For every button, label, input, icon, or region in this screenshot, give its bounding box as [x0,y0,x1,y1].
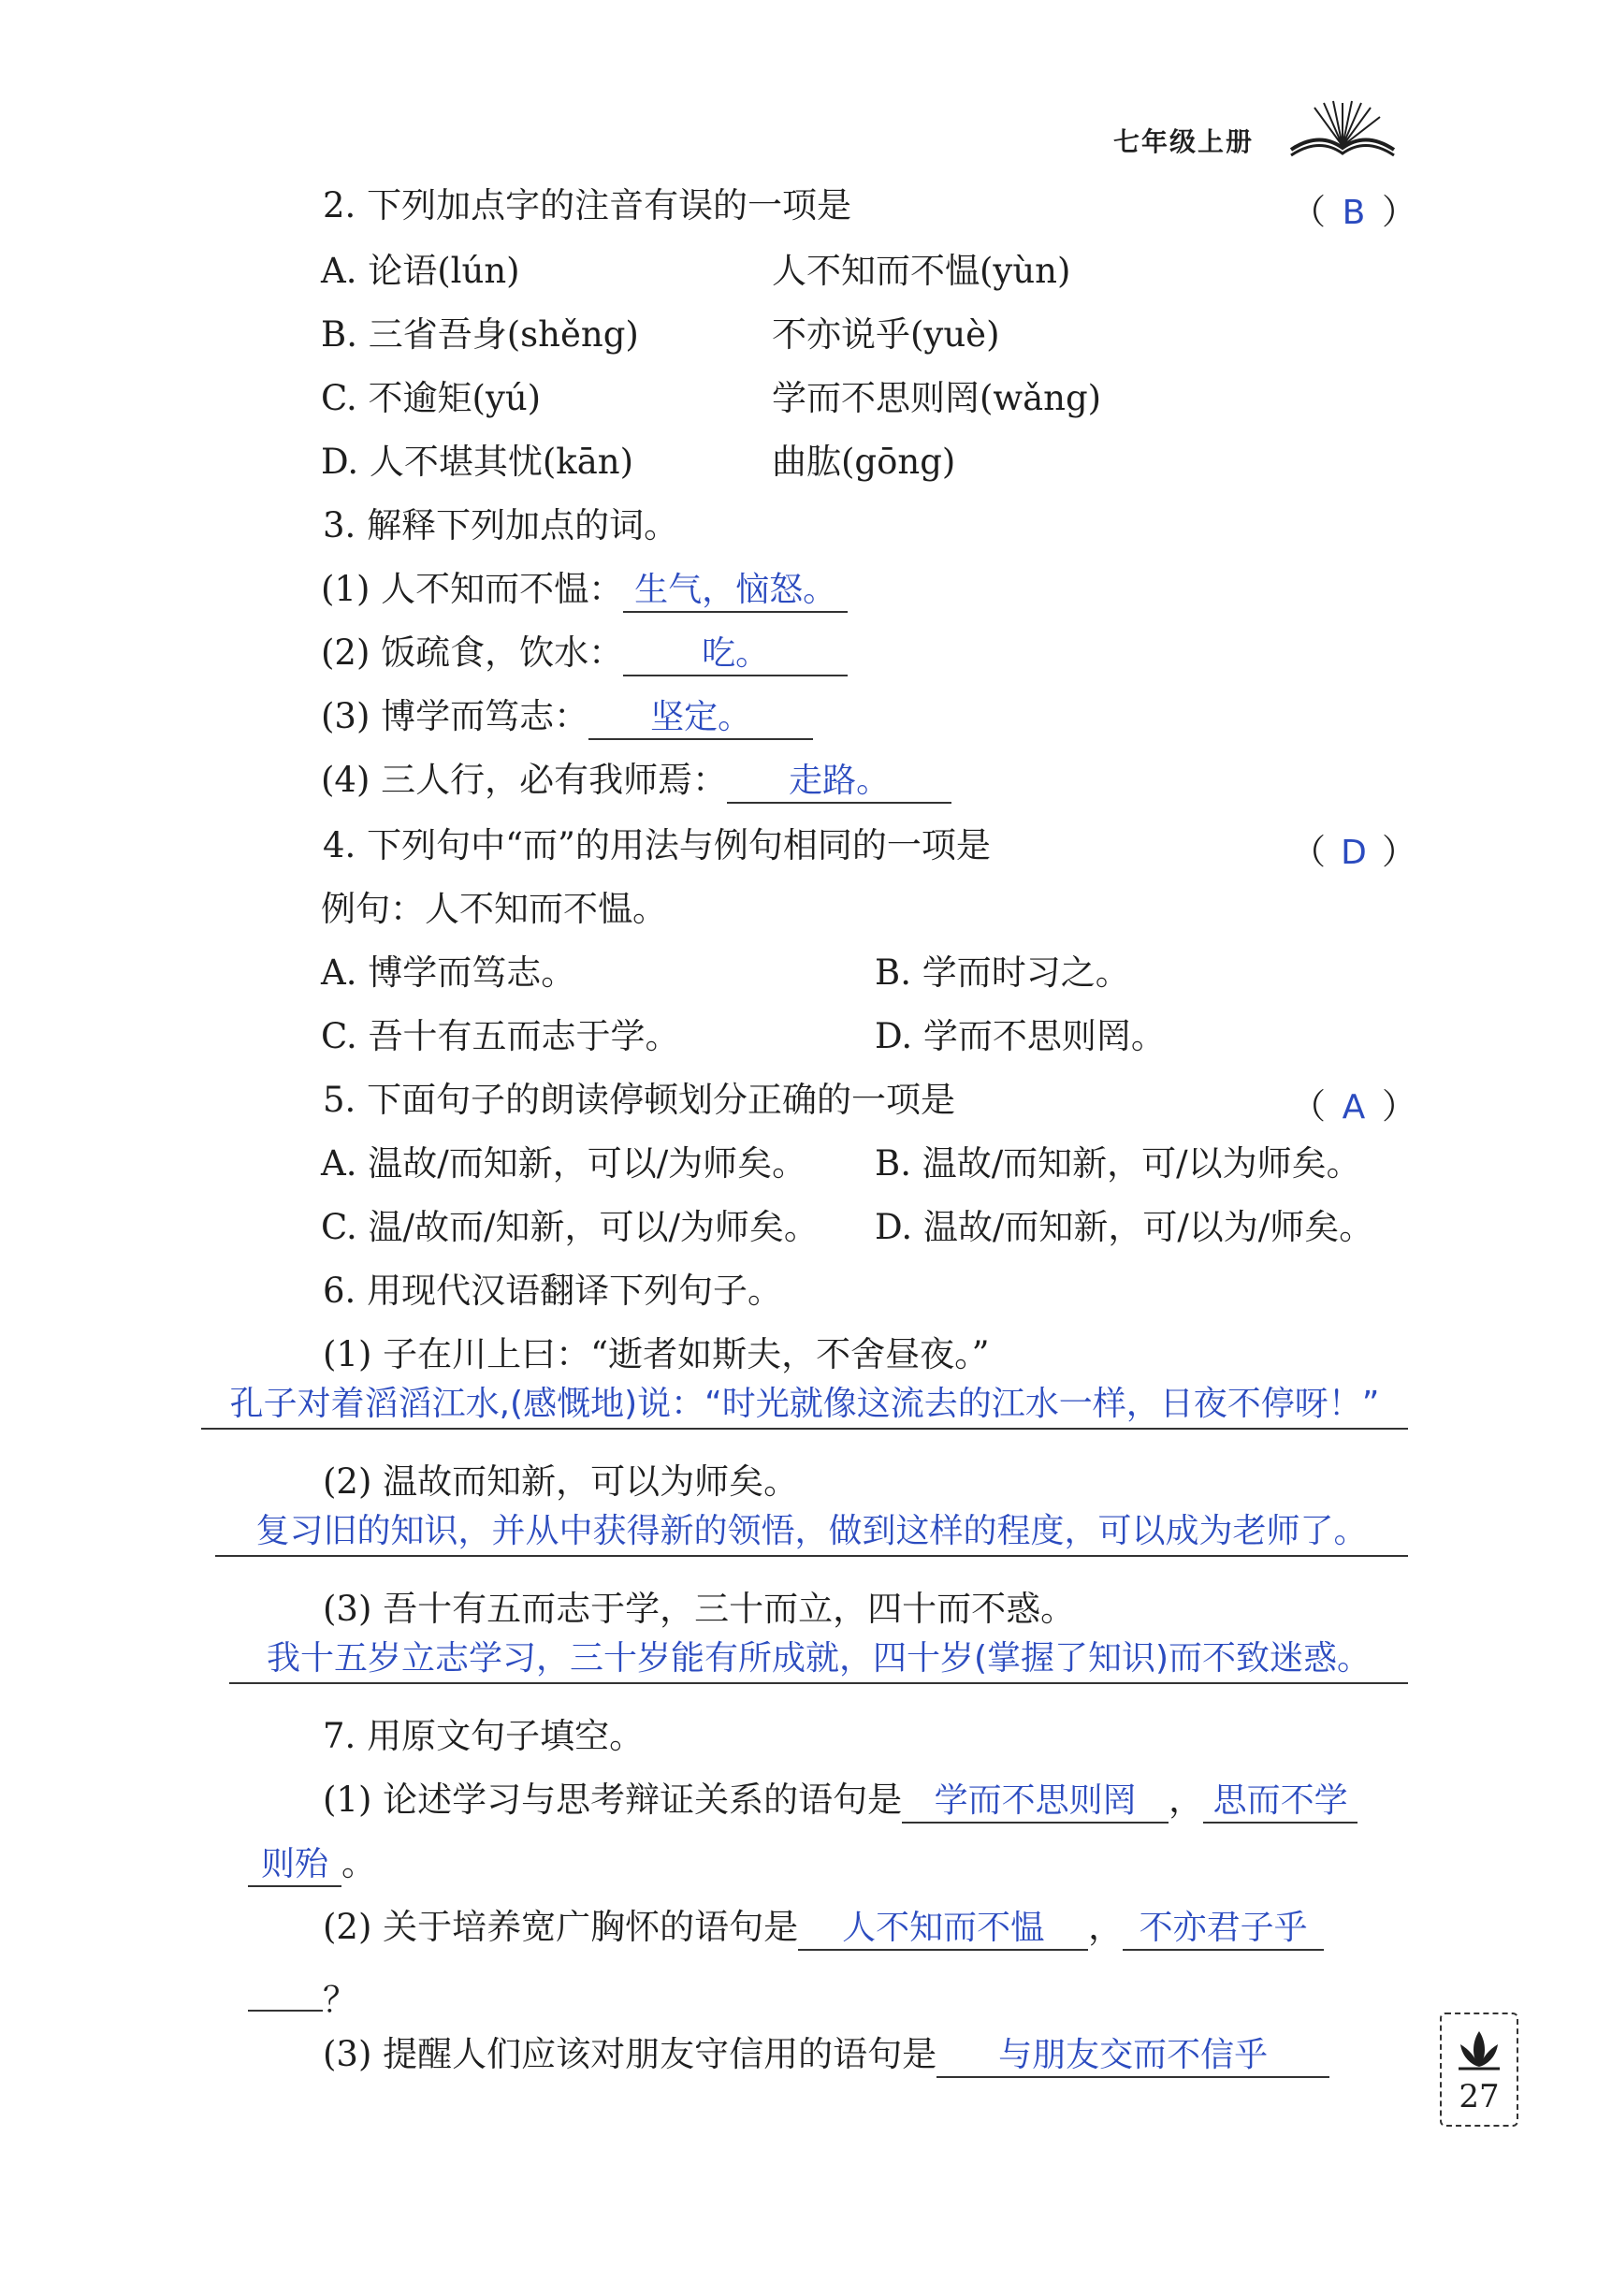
q7-stem: 7. 用原文句子填空。 [323,1716,645,1756]
q2-option-c-2: 学而不思则罔(wǎng) [772,378,1102,418]
q4-answer-paren: （ D ） [1291,832,1416,872]
q7-item-3 [323,2032,1329,2078]
q3-item-4-answer[interactable]: 走路。 [727,761,951,804]
q7-item-1-text: (1) 论述学习与思考辩证关系的语句是 [323,1780,903,1820]
q6-item-1-answer[interactable]: 孔子对着滔滔江水,(感慨地)说：“时光就像这流去的江水一样，日夜不停呀！” [201,1381,1408,1430]
q7-item-2-answer-2[interactable]: 不亦君子乎 [1123,1908,1324,1951]
q5-answer[interactable]: A [1342,1088,1366,1126]
q7-item-3-answer[interactable]: 与朋友交而不信乎 [936,2035,1329,2078]
q2-option-a-2: 人不知而不愠(yùn) [772,251,1071,291]
page-number: 27 [1459,2078,1500,2115]
q7-item-1 [323,1778,1357,1824]
q5-option-d: D. 温故/而知新，可/以为/师矣。 [875,1207,1374,1247]
q2-option-a: A. 论语(lún) [321,251,520,291]
q3-item-4 [321,758,951,804]
q6-item-3-answer[interactable]: 我十五岁立志学习，三十岁能有所成就，四十岁(掌握了知识)而不致迷惑。 [229,1635,1408,1684]
q6-item-1: (1) 子在川上曰：“逝者如斯夫，不舍昼夜。” [323,1334,990,1374]
q4-option-d: D. 学而不思则罔。 [875,1016,1166,1056]
q3-stem: 3. 解释下列加点的词。 [323,505,679,545]
q3-item-3-answer[interactable]: 坚定。 [588,697,813,740]
q3-item-1-text: (1) 人不知而不愠： [321,569,624,609]
q7-item-2-sep: ， [1088,1907,1124,1947]
q2-stem: 2. 下列加点字的注音有误的一项是 [323,185,852,225]
q6-stem: 6. 用现代汉语翻译下列句子。 [323,1271,783,1311]
q5-option-c: C. 温/故而/知新，可以/为师矣。 [321,1207,819,1247]
q3-item-2-text: (2) 饭疏食，饮水： [321,632,624,673]
q4-example: 例句：人不知而不愠。 [321,889,667,929]
q3-item-3 [321,694,813,740]
q3-item-1 [321,567,848,613]
q7-item-1-cont [248,1841,376,1887]
q3-item-4-text: (4) 三人行，必有我师焉： [321,760,728,800]
q7-item-3-text: (3) 提醒人们应该对朋友守信用的语句是 [323,2034,937,2074]
book-title: 七年级上册 [1113,126,1255,157]
q7-item-1-end: 。 [341,1843,376,1883]
q7-item-2-end: ？ [323,1980,357,2020]
q7-item-2-cont [248,1969,357,2023]
q4-answer[interactable]: D [1341,834,1367,872]
q7-item-1-answer-2b[interactable]: 则殆 [248,1844,341,1887]
lotus-icon [1453,2024,1505,2076]
q5-stem: 5. 下面句子的朗读停顿划分正确的一项是 [323,1080,956,1120]
q5-option-b: B. 温故/而知新，可/以为师矣。 [875,1143,1361,1184]
q3-item-2-answer[interactable]: 吃。 [623,633,848,676]
q4-option-c: C. 吾十有五而志于学。 [321,1016,680,1056]
q7-item-2-blank[interactable] [248,1969,323,2012]
page-number-box [1440,2013,1518,2127]
q2-option-c: C. 不逾矩(yú) [321,378,542,418]
q2-answer[interactable]: B [1342,194,1366,232]
q3-item-1-answer[interactable]: 生气，恼怒。 [623,570,848,613]
q4-option-b: B. 学而时习之。 [875,952,1130,993]
q7-item-2-text: (2) 关于培养宽广胸怀的语句是 [323,1907,799,1947]
q5-answer-paren: （ A ） [1291,1086,1416,1126]
q7-item-1-answer-1[interactable]: 学而不思则罔 [902,1780,1169,1824]
q2-answer-paren: （ B ） [1291,192,1416,232]
q3-item-3-text: (3) 博学而笃志： [321,696,589,736]
q2-option-d-2: 曲肱(gōng) [772,442,956,482]
q7-item-1-answer-2a[interactable]: 思而不学 [1203,1780,1357,1824]
q6-item-2-answer[interactable]: 复习旧的知识，并从中获得新的领悟，做到这样的程度，可以成为老师了。 [215,1508,1408,1557]
q2-option-b: B. 三省吾身(shěng) [321,314,639,355]
open-book-icon [1286,94,1399,159]
q2-option-b-2: 不亦说乎(yuè) [772,314,1000,355]
q7-item-2 [323,1905,1324,1951]
q4-stem: 4. 下列句中“而”的用法与例句相同的一项是 [323,825,991,865]
q2-option-d: D. 人不堪其忧(kān) [321,442,634,482]
q6-item-2: (2) 温故而知新，可以为师矣。 [323,1461,799,1502]
q3-item-2 [321,631,848,676]
q4-option-a: A. 博学而笃志。 [321,952,576,993]
q6-item-3: (3) 吾十有五而志于学，三十而立，四十而不惑。 [323,1589,1076,1629]
q7-item-2-answer-1[interactable]: 人不知而不愠 [798,1908,1088,1951]
q5-option-a: A. 温故/而知新，可以/为师矣。 [321,1143,807,1184]
q7-item-1-sep: ， [1169,1780,1204,1820]
